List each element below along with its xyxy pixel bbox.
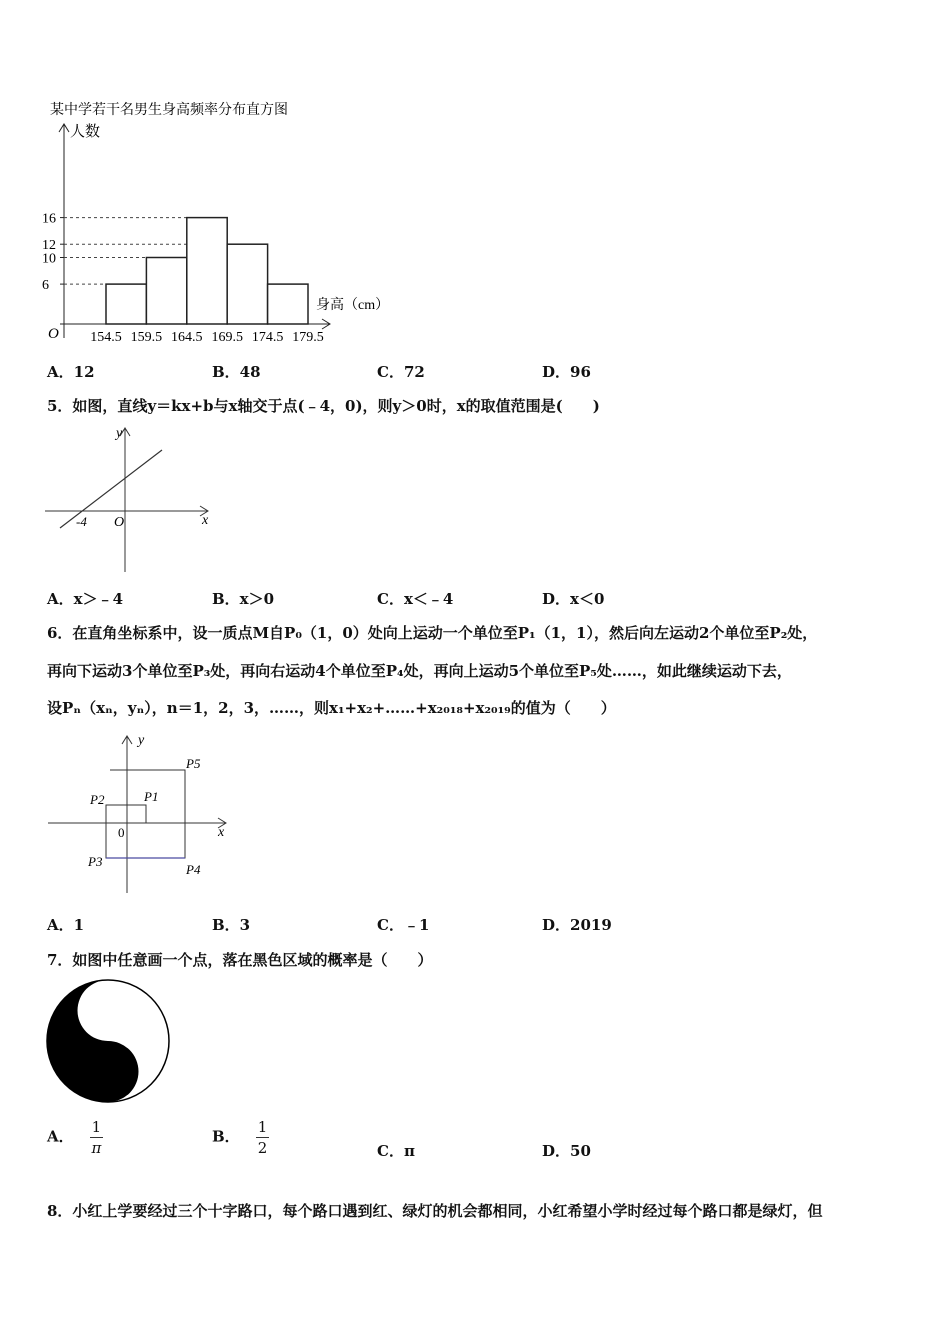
x-tick-label: 154.5 (90, 330, 122, 345)
q6-p2-label: P2 (90, 792, 105, 807)
q5-line-graph (40, 420, 220, 578)
histogram-bar-4 (227, 244, 267, 324)
histogram-bar-2 (146, 258, 186, 325)
x-tick-label: 164.5 (171, 330, 203, 345)
q6-path-graph (40, 728, 240, 898)
q7-option-a-denominator: π (91, 1139, 102, 1157)
q5-option-a[interactable]: A．x＞﹣4 (47, 590, 124, 608)
histogram-bar-3 (187, 218, 227, 324)
q6-spiral-path (106, 770, 185, 858)
q5-tick-label: -4 (76, 514, 87, 529)
y-tick-label: 12 (42, 238, 56, 254)
q4-option-b[interactable]: B．48 (212, 363, 261, 381)
q7-stem: 7．如图中任意画一个点，落在黑色区域的概率是（ ） (47, 951, 433, 969)
histogram-bar-5 (268, 284, 308, 324)
q5-origin: O (114, 515, 125, 530)
y-tick-label: 6 (42, 278, 49, 294)
q5-option-b[interactable]: B．x＞0 (212, 590, 275, 608)
x-tick-label: 169.5 (211, 330, 243, 345)
chart-title: 某中学若干名男生身高频率分布直方图 (50, 103, 288, 118)
q4-option-d[interactable]: D．96 (542, 363, 591, 381)
q7-option-a-fraction (90, 1117, 104, 1158)
origin-label: O (48, 326, 59, 342)
q6-p5-label: P5 (186, 756, 201, 771)
q7-option-b-denominator: 2 (257, 1139, 268, 1157)
q7-option-b-numerator: 1 (257, 1118, 268, 1136)
histogram-chart (40, 98, 400, 350)
y-tick-label: 10 (42, 251, 56, 267)
y-axis-label: 人数 (70, 124, 101, 140)
q5-stem: 5．如图，直线y＝kx+b与x轴交于点(﹣4，0)，则y＞0时，x的取值范围是( ) (47, 397, 600, 415)
q5-x-label: x (202, 513, 209, 528)
histogram-bar-1 (106, 284, 146, 324)
q6-option-b[interactable]: B．3 (212, 916, 251, 934)
q6-stem-line3: 设Pₙ（xₙ，yₙ），n＝1，2，3，……，则x₁+x₂+……+x₂₀₁₈+x₂₀₁₉的值为（ ） (47, 699, 616, 717)
q5-option-c[interactable]: C．x＜﹣4 (377, 590, 454, 608)
q8-stem: 8．小红上学要经过三个十字路口，每个路口遇到红、绿灯的机会都相同，小红希望小学时经过每个路口都是绿灯，但 (47, 1202, 823, 1220)
q6-option-c[interactable]: C．﹣1 (377, 916, 430, 934)
q7-option-a[interactable] (47, 1117, 103, 1158)
x-tick-label: 159.5 (130, 330, 163, 345)
y-tick-label: 16 (42, 211, 56, 227)
q6-y-label: y (138, 733, 145, 748)
q6-p4-label: P4 (186, 862, 201, 877)
q4-option-a[interactable]: A．12 (47, 363, 95, 381)
x-axis-label: 身高（cm） (316, 298, 390, 313)
q6-stem-line1: 6．在直角坐标系中，设一质点M自P₀（1，0）处向上运动一个单位至P₁（1，1），然后向左运动2个单位至P₂处， (47, 624, 818, 642)
q7-option-a-label: A． (47, 1127, 74, 1146)
q4-option-c[interactable]: C．72 (377, 363, 425, 381)
q7-option-d[interactable]: D．50 (542, 1142, 591, 1160)
q7-option-a-numerator: 1 (91, 1118, 102, 1136)
yin-yang-figure (45, 978, 171, 1104)
q6-p3-label: P3 (88, 854, 103, 869)
q6-x-label: x (218, 825, 225, 840)
q6-option-d[interactable]: D．2019 (542, 916, 612, 934)
q5-y-label: y (116, 426, 123, 441)
q7-option-b-fraction (256, 1117, 270, 1158)
x-tick-label: 174.5 (251, 330, 284, 345)
q5-option-d[interactable]: D．x＜0 (542, 590, 605, 608)
q7-option-b-label: B． (212, 1127, 240, 1146)
q6-option-a[interactable]: A．1 (47, 916, 85, 934)
q6-p1-label: P1 (144, 789, 159, 804)
q6-stem-line2: 再向下运动3个单位至P₃处，再向右运动4个单位至P₄处，再向上运动5个单位至P₅处……，如此继续运动下去， (47, 662, 792, 680)
q6-origin: 0 (118, 825, 125, 840)
x-tick-label: 179.5 (292, 330, 324, 345)
q7-option-b[interactable] (212, 1117, 269, 1158)
q7-option-c[interactable]: C．π (377, 1142, 415, 1160)
